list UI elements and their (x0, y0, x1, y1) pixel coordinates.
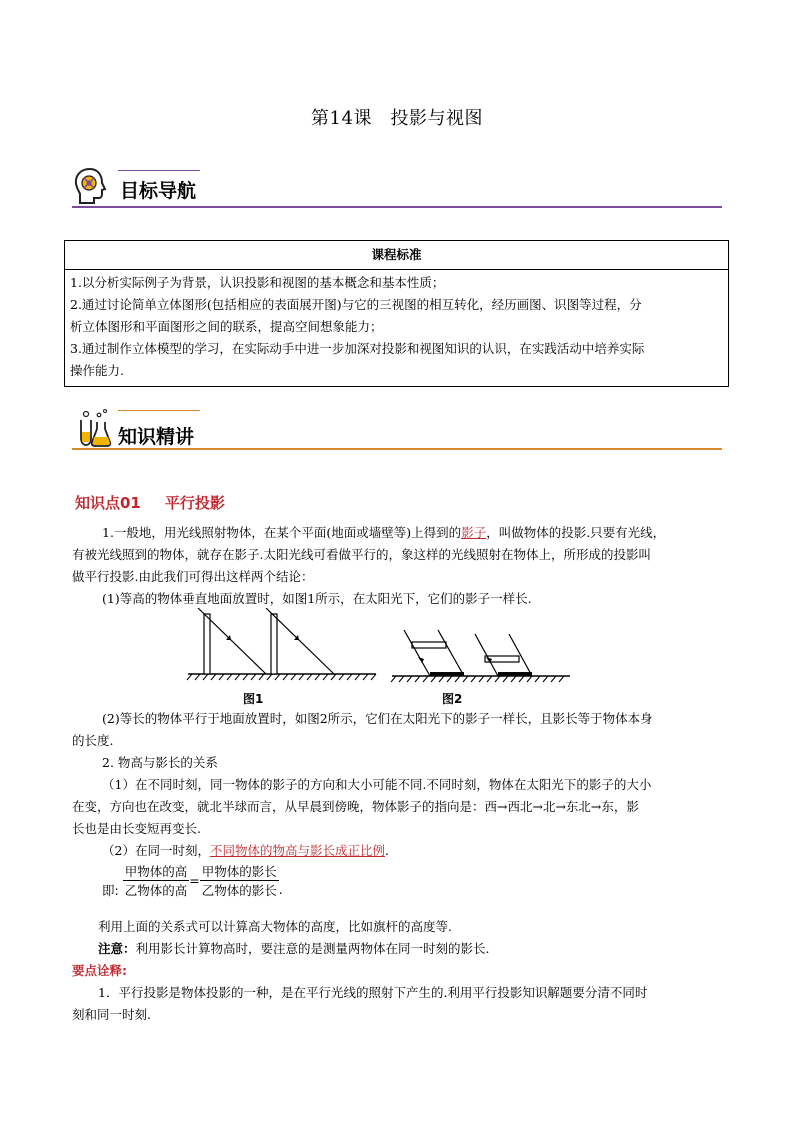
note-line (72, 938, 732, 960)
paragraph-line: 做平行投影.由此我们可得出这样两个结论： (72, 569, 314, 584)
figure-2 (390, 628, 572, 710)
paragraph-1 (72, 522, 732, 610)
paragraph-line: 在变，方向也在改变，就北半球而言，从早晨到傍晚，物体影子的指向是：西→西北→北→东北→东，影 (72, 799, 639, 814)
knowledge-point-title (75, 492, 225, 513)
table-header: 课程标准 (65, 241, 728, 270)
page-title: 第14课 投影与视图 (311, 108, 483, 129)
head-gear-icon (72, 166, 108, 206)
fraction-shadow (200, 862, 279, 899)
figure-1-caption: 图1 (243, 692, 264, 706)
note-text: 利用影长计算物高时，要注意的是测量两物体在同一时刻的影长. (135, 941, 490, 956)
paragraph-line (72, 840, 732, 862)
paragraph-line: 刻和同一时刻. (72, 1007, 151, 1022)
text-span: . (384, 843, 389, 858)
subheading: 2. 物高与影长的关系 (102, 755, 218, 770)
course-standards-table (64, 240, 729, 387)
figure-2-caption: 图2 (442, 692, 463, 706)
section-goal-rule (72, 206, 722, 208)
section-goal-title: 目标导航 (120, 180, 197, 202)
section-goal-header (72, 164, 722, 210)
highlight-shadow: 影子 (461, 525, 487, 540)
section-goal-topline (118, 170, 200, 171)
paragraph-line (72, 522, 732, 544)
key-points-label: 要点诠释: (72, 963, 127, 978)
formula-prefix: 即: (102, 882, 119, 898)
section-knowledge-rule (72, 448, 722, 450)
fraction-height (123, 862, 190, 899)
section-knowledge-title: 知识精讲 (118, 426, 195, 448)
formula (102, 862, 283, 899)
text-span: 1.一般地，用光线照射物体，在某个平面(地面或墙壁等)上得到的 (102, 525, 462, 540)
paragraph-line: (2)等长的物体平行于地面放置时，如图2所示，它们在太阳光下的影子一样长，且影长等于物体本身 (102, 711, 653, 726)
standard-line: 1.以分析实际例子为背景，认识投影和视图的基本概念和基本性质； (70, 275, 445, 290)
highlight-proportion: 不同物体的物高与影长成正比例 (209, 843, 385, 858)
conclusion-1: (1)等高的物体垂直地面放置时，如图1所示，在太阳光下，它们的影子一样长. (102, 591, 532, 606)
knowledge-point-name: 平行投影 (164, 494, 225, 512)
standard-line: 2.通过讨论简单立体图形(包括相应的表面展开图)与它的三视图的相互转化，经历画图、识图等过程，分 (70, 297, 642, 312)
table-body (65, 270, 728, 386)
standard-line: 析立体图形和平面图形之间的联系，提高空间想象能力； (70, 319, 383, 334)
flask-icon (72, 408, 112, 450)
paragraph-line: 1．平行投影是物体投影的一种，是在平行光线的照射下产生的.利用平行投影知识解题要分清不同时 (98, 985, 648, 1000)
text-span: （2）在同一时刻， (102, 843, 210, 858)
fraction-denominator: 乙物体的高 (124, 883, 188, 898)
section-knowledge-header (72, 406, 722, 452)
paragraph-2 (72, 708, 732, 862)
standard-line: 操作能力. (70, 363, 124, 378)
formula-end: . (278, 882, 283, 897)
fraction-denominator: 乙物体的影长 (201, 883, 277, 898)
paragraph-line: 长也是由长变短再变长. (72, 821, 201, 836)
text-span: ，叫做物体的投影.只要有光线， (486, 525, 666, 540)
note-label: 注意： (98, 941, 136, 956)
fraction-numerator: 甲物体的影长 (201, 864, 277, 879)
paragraph-line: 有被光线照到的物体，就存在影子.太阳光线可看做平行的，象这样的光线照射在物体上，所形成的投影叫 (72, 547, 651, 562)
knowledge-point-label: 知识点01 (75, 494, 141, 512)
figure-1 (186, 608, 378, 710)
fraction-numerator: 甲物体的高 (124, 864, 188, 879)
paragraph-line: 的长度. (72, 733, 114, 748)
standard-line: 3.通过制作立体模型的学习，在实际动手中进一步加深对投影和视图知识的认识，在实践活动中培养实际 (70, 341, 645, 356)
formula-equals: = (189, 873, 200, 888)
paragraph-line: （1）在不同时刻，同一物体的影子的方向和大小可能不同.不同时刻，物体在太阳光下的影子的大小 (102, 777, 652, 792)
section-knowledge-topline (118, 410, 200, 411)
paragraph-line: 利用上面的关系式可以计算高大物体的高度，比如旗杆的高度等. (98, 919, 452, 934)
paragraph-3 (72, 916, 732, 1026)
